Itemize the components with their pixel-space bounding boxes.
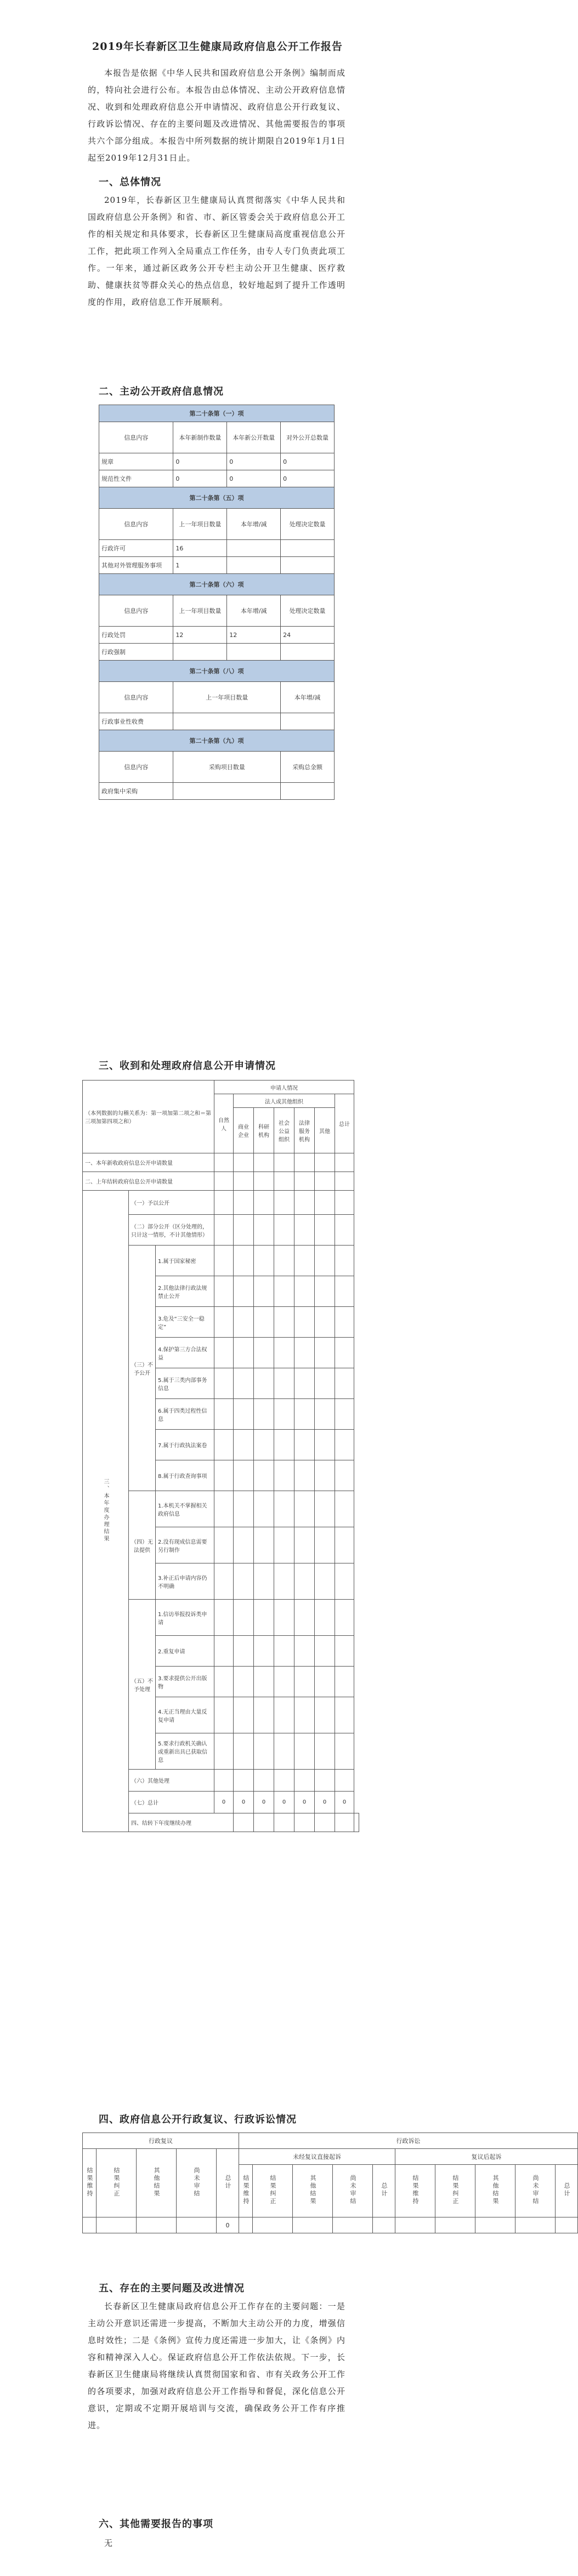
cell-value	[281, 713, 335, 730]
col-header: 信息内容	[99, 682, 173, 713]
table-row	[83, 2217, 578, 2233]
col-header: 其他	[315, 1108, 335, 1153]
row-label: 3.要求提供公开出版物	[156, 1667, 214, 1697]
row-label: 1.信访举报投诉类申请	[156, 1600, 214, 1636]
col-header: 其他结果	[153, 2166, 160, 2198]
row-label: 规范性文件	[99, 470, 173, 487]
application-table	[82, 1080, 359, 1832]
proactive-disclosure-table	[99, 405, 335, 800]
col-header: 结果维持	[412, 2175, 419, 2206]
table-row	[99, 627, 335, 644]
section-1-body: 2019年，长春新区卫生健康局认真贯彻落实《中华人民共和国政府信息公开条例》和省、市、新区管委会关于政府信息公开工作的相关规定和具体要求，长春新区卫生健康局高度重视信息公开工作，把此项工作列入全局重点工作任务，由专人专门负责此项工作。一年来，通过新区政务公开专栏主动公开卫生健康、医疗救助、健康扶贫等群众关心的热点信息，较好地起到了提升工作透明度的作用，政府信息工作开展顺利。	[88, 195, 345, 307]
row-label: 行政处罚	[99, 627, 173, 644]
col-header: 本年新制作数量	[173, 422, 227, 453]
after-review-header: 复议后起诉	[395, 2149, 578, 2165]
col-header: 尚未审结	[532, 2175, 539, 2206]
row-label: 行政强制	[99, 644, 173, 661]
row-label: （四）无法提供	[129, 1491, 156, 1600]
cell-value	[281, 540, 335, 557]
section-5-body: 长春新区卫生健康局政府信息公开工作存在的主要问题：一是主动公开意识还需进一步提高，不断加大主动公开的力度，增强信息时效性；二是《条例》宣传力度还需进一步加大，让《条例》内容和精神深入人心。保证政府信息公开工作依法依规。下一步，长春新区卫生健康局将继续认真贯彻国家和省、市有关政务公开工作的各项要求，加强对政府信息公开工作指导和督促，深化信息公开意识，定期或不定期开展培训与交流，确保政务公开工作有序推进。	[88, 2301, 345, 2430]
col-header: 结果维持	[86, 2166, 93, 2198]
col-header: 社会公益组织	[274, 1108, 294, 1153]
row-label: （五）不予处理	[129, 1600, 156, 1770]
cell-value: 0	[214, 1792, 234, 1813]
table-row	[99, 713, 335, 730]
col-header: 结果纠正	[452, 2175, 459, 2206]
cell-value	[281, 783, 335, 800]
row-label: 3.危及“三安全一稳定”	[156, 1307, 214, 1338]
row-label: 其他对外管理服务事项	[99, 557, 173, 574]
col-header: 总计	[563, 2182, 570, 2198]
cell-value: 0	[217, 2217, 239, 2233]
col-header: 采购总金额	[281, 752, 335, 783]
total-header: 总计	[335, 1094, 354, 1153]
cell-value: 0	[335, 1792, 354, 1813]
col-header: 本年增/减	[281, 682, 335, 713]
table-note: （本列数据的勾稽关系为：第一项加第二项之和＝第三项加第四项之和）	[83, 1081, 214, 1153]
col-header: 上一年项目数量	[173, 509, 227, 540]
cell-value: 0	[227, 453, 281, 470]
cell-value	[173, 783, 281, 800]
band-item-8: 第二十条第（八）项	[99, 661, 335, 682]
col-header: 尚未审结	[193, 2166, 200, 2198]
row-label: 1.本机关不掌握相关政府信息	[156, 1491, 214, 1527]
cell-value	[227, 540, 281, 557]
applicant-header: 申请人情况	[214, 1081, 354, 1094]
row-label: （六）其他处理	[129, 1770, 214, 1792]
col-header: 上一年项目数量	[173, 595, 227, 627]
col-header: 其他结果	[492, 2175, 499, 2206]
section-5-heading: 五、存在的主要问题及改进情况	[99, 2283, 245, 2294]
cell-value: 0	[315, 1792, 335, 1813]
col-header: 本年增/减	[227, 595, 281, 627]
row-label: 行政许可	[99, 540, 173, 557]
cell-value: 0	[274, 1792, 294, 1813]
cell-value: 16	[173, 540, 227, 557]
cell-value: 1	[173, 557, 227, 574]
col-header: 处理决定数量	[281, 509, 335, 540]
col-header: 对外公开总数量	[281, 422, 335, 453]
row-label: 2.重复申请	[156, 1636, 214, 1667]
cell-value: 0	[173, 470, 227, 487]
cell-value: 24	[281, 627, 335, 644]
row-label: 5.属于三类内部事务信息	[156, 1368, 214, 1399]
col-header: 结果维持	[242, 2175, 250, 2206]
cell-value: 0	[173, 453, 227, 470]
table-row	[99, 540, 335, 557]
cell-value	[281, 644, 335, 661]
row-label: （二）部分公开（区分处理的，只计这一情形，不计其他情形）	[129, 1215, 214, 1246]
row-label: 4.无正当理由大量反复申请	[156, 1697, 214, 1733]
legal-person-header: 法人或其他组织	[234, 1094, 335, 1108]
col-header: 信息内容	[99, 509, 173, 540]
row-label: （一）予以公开	[129, 1191, 214, 1215]
section-4-heading: 四、政府信息公开行政复议、行政诉讼情况	[99, 2114, 297, 2125]
row-label: 四、结转下年度继续办理	[129, 1813, 234, 1832]
cell-value: 12	[227, 627, 281, 644]
table-row	[99, 644, 335, 661]
row-label: 5.要求行政机关确认或重新出具已获取信息	[156, 1733, 214, 1770]
page-title: 2019年长春新区卫生健康局政府信息公开工作报告	[92, 41, 343, 53]
cell-value: 12	[173, 627, 227, 644]
col-header: 信息内容	[99, 422, 173, 453]
col-header: 其他结果	[309, 2175, 316, 2206]
lawsuit-header: 行政诉讼	[239, 2133, 578, 2149]
col-header: 本年增/减	[227, 509, 281, 540]
col-header: 结果纠正	[269, 2175, 276, 2206]
band-item-1: 第二十条第（一）项	[99, 405, 335, 422]
col-header: 采购项目数量	[173, 752, 281, 783]
col-header: 总计	[381, 2182, 388, 2198]
cell-value: 0	[281, 470, 335, 487]
review-header: 行政复议	[83, 2133, 239, 2149]
col-header: 结果纠正	[113, 2166, 120, 2198]
table-row	[99, 453, 335, 470]
row-label: 3.补正后申请内容仍不明确	[156, 1563, 214, 1600]
row-label: 7.属于行政执法案卷	[156, 1430, 214, 1460]
section-6-body: 无	[104, 2538, 114, 2548]
cell-value: 0	[234, 1792, 254, 1813]
section-3-heading: 三、收到和处理政府信息公开申请情况	[99, 1060, 276, 1072]
cell-value	[173, 713, 281, 730]
col-header: 信息内容	[99, 595, 173, 627]
cell-value: 0	[254, 1792, 274, 1813]
cell-value: 0	[294, 1792, 315, 1813]
row-label: 1.属于国家秘密	[156, 1246, 214, 1276]
row-label: 一、本年新收政府信息公开申请数量	[83, 1153, 214, 1172]
row-label: （七）总计	[129, 1792, 214, 1813]
col-header: 本年新公开数量	[227, 422, 281, 453]
col-header: 上一年项目数量	[173, 682, 281, 713]
table-row	[99, 783, 335, 800]
band-item-5: 第二十条第（五）项	[99, 487, 335, 509]
section-2-heading: 二、主动公开政府信息情况	[99, 386, 224, 397]
cell-value	[227, 557, 281, 574]
intro-paragraph: 本报告是依据《中华人民共和国政府信息公开条例》编制而成的，特向社会进行公布。本报告由总体情况、主动公开政府信息情况、收到和处理政府信息公开申请情况、政府信息公开行政复议、行政诉讼情况、存在的主要问题及改进情况、其他需要报告的事项共六个部分组成。本报告中所列数据的统计期限自2019年1月1日起至2019年12月31日止。	[88, 68, 345, 163]
table-row	[99, 557, 335, 574]
row-label: 6.属于四类过程性信息	[156, 1399, 214, 1430]
row-label: 政府集中采购	[99, 783, 173, 800]
row-label: 三、本年度办理结果	[103, 1478, 109, 1543]
review-lawsuit-table	[82, 2133, 578, 2233]
col-header: 商业企业	[234, 1108, 254, 1153]
cell-value	[173, 644, 227, 661]
row-label: 二、上年结转政府信息公开申请数量	[83, 1172, 214, 1191]
col-header: 尚未审结	[349, 2175, 356, 2206]
row-label: 4.保护第三方合法权益	[156, 1338, 214, 1368]
row-label: 规章	[99, 453, 173, 470]
cell-value: 0	[227, 470, 281, 487]
cell-value	[227, 644, 281, 661]
col-header: 处理决定数量	[281, 595, 335, 627]
row-label: 8.属于行政查询事项	[156, 1460, 214, 1491]
row-label: 2.没有现成信息需要另行制作	[156, 1527, 214, 1563]
result-group-label	[83, 1191, 129, 1832]
section-6-heading: 六、其他需要报告的事项	[99, 2518, 213, 2530]
section-1-heading: 一、总体情况	[99, 177, 161, 188]
direct-suit-header: 未经复议直接起诉	[239, 2149, 395, 2165]
col-header: 信息内容	[99, 752, 173, 783]
col-header: 总计	[224, 2174, 231, 2190]
band-item-6: 第二十条第（六）项	[99, 574, 335, 595]
cell-value	[281, 557, 335, 574]
table-row	[99, 470, 335, 487]
col-header: 法律服务机构	[294, 1108, 315, 1153]
row-label: （三）不予公开	[129, 1246, 156, 1491]
natural-person-header: 自然人	[214, 1094, 234, 1153]
row-label: 行政事业性收费	[99, 713, 173, 730]
cell-value: 0	[281, 453, 335, 470]
col-header: 科研机构	[254, 1108, 274, 1153]
row-label: 2.其他法律行政法规禁止公开	[156, 1276, 214, 1307]
band-item-9: 第二十条第（九）项	[99, 730, 335, 752]
